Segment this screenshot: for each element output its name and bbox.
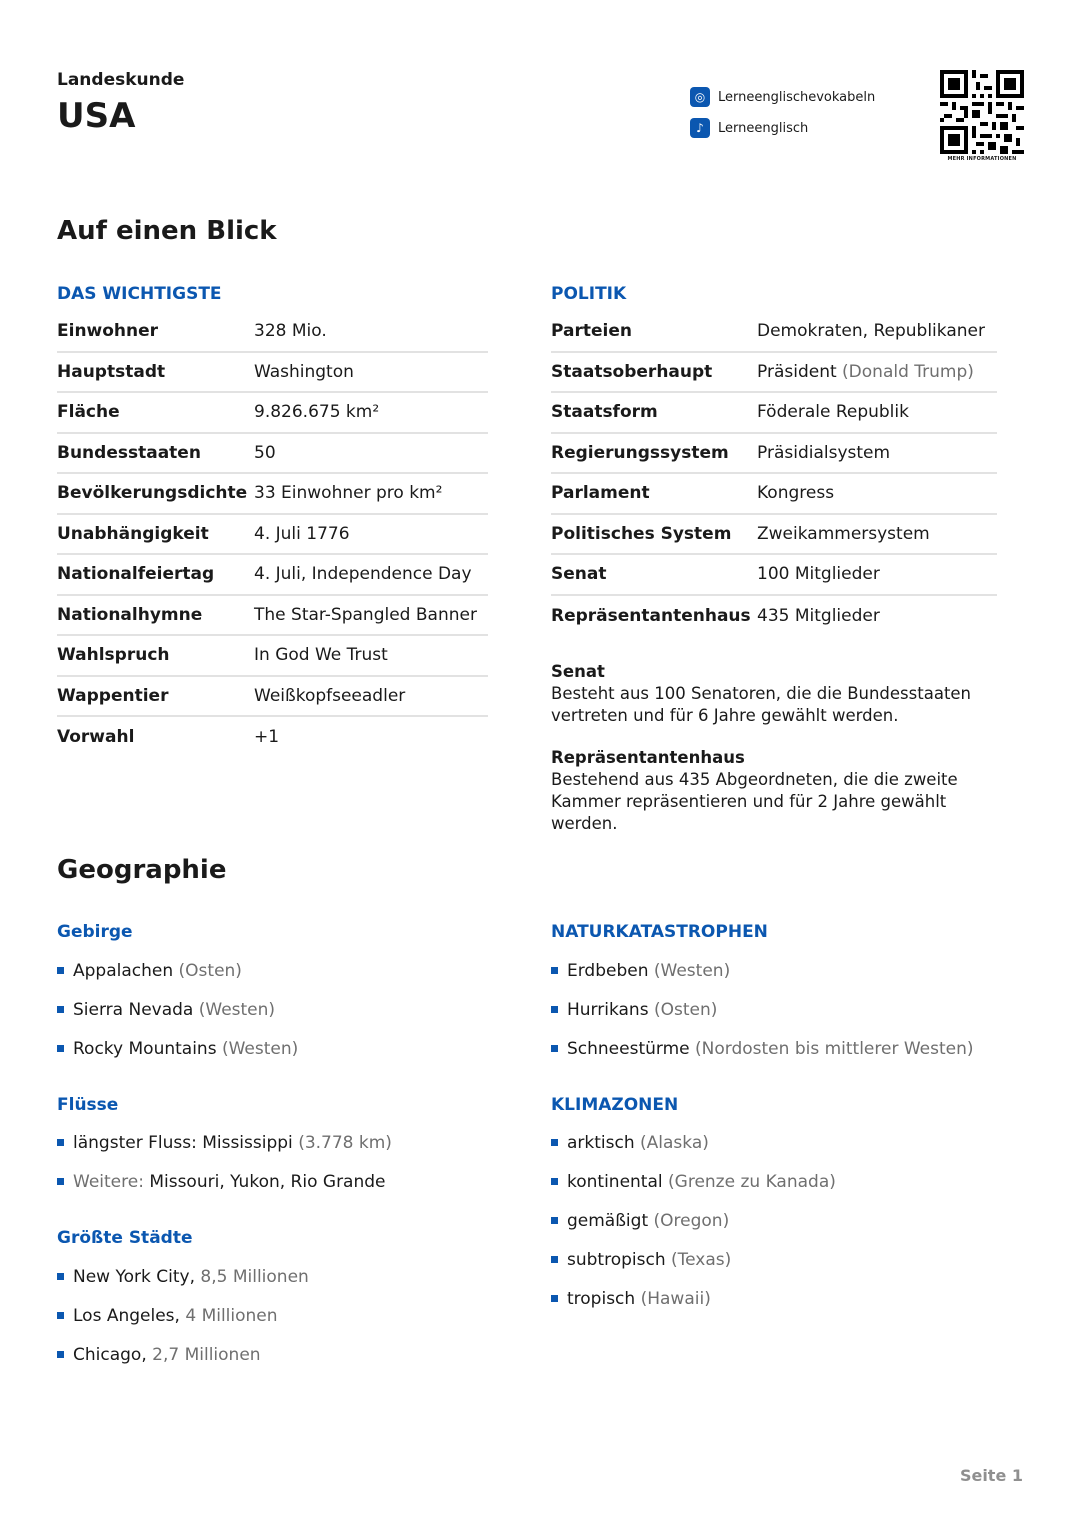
senate-note [551,661,1001,727]
item-note: (Oregon) [653,1210,730,1231]
table-row [57,393,488,434]
list-item [551,951,974,990]
item-note: (Alaska) [640,1132,709,1153]
social-instagram[interactable] [690,87,875,107]
item-main: tropisch [567,1288,636,1309]
bullet-icon [551,1295,558,1302]
list-item [551,1123,836,1162]
row-value: Zweikammersystem [757,523,930,544]
table-row [551,555,997,596]
row-value: 100 Mitglieder [757,564,880,585]
item-main: Schneestürme [567,1038,690,1059]
tiktok-icon: ♪ [690,118,710,138]
table-row [551,312,997,353]
table-row [551,474,997,515]
row-key: Unabhängigkeit [57,523,209,544]
note-text: Besteht aus 100 Senatoren, die die Bundesstaaten vertreten und für 6 Jahre gewählt werden. [551,684,972,725]
section-title-geography: Geographie [57,855,227,885]
row-value: 50 [254,442,276,463]
table-row [57,474,488,515]
list-item [551,1162,836,1201]
disasters-heading: NATURKATASTROPHEN [551,922,768,942]
item-main: arktisch [567,1132,635,1153]
item-note: (Hawaii) [640,1288,711,1309]
list-item [57,990,298,1029]
mountains-list [57,951,298,1068]
table-row [57,515,488,556]
row-value: 328 Mio. [254,321,327,342]
row-value: Kongress [757,483,835,504]
table-row [551,434,997,475]
item-main: Appalachen [73,960,174,981]
row-value: 4. Juli, Independence Day [254,564,472,585]
house-note [551,747,1001,835]
social-tiktok[interactable] [690,118,808,138]
list-item [57,951,298,990]
table-row [57,353,488,394]
row-value-extra: (Donald Trump) [842,361,974,382]
essentials-heading: DAS WICHTIGSTE [57,284,222,304]
item-main: Hurrikans [567,999,649,1020]
cities-heading: Größte Städte [57,1228,193,1248]
list-item [57,1029,298,1068]
climate-heading: KLIMAZONEN [551,1095,679,1115]
table-row [57,312,488,353]
section-title-overview: Auf einen Blick [57,216,277,246]
qr-code-icon[interactable] [940,70,1024,154]
row-value: Föderale Republik [757,402,909,423]
table-row [551,515,997,556]
item-note: (Westen) [221,1038,299,1059]
rivers-heading: Flüsse [57,1095,119,1115]
table-row [57,434,488,475]
item-note: 8,5 Millionen [200,1266,309,1287]
disasters-list [551,951,974,1068]
row-key: Vorwahl [57,727,135,748]
row-key: Senat [551,564,607,585]
row-key: Nationalhymne [57,604,203,625]
row-key: Bundesstaaten [57,442,201,463]
row-key: Staatsform [551,402,658,423]
list-item [57,1296,309,1335]
table-row [57,636,488,677]
row-key: Einwohner [57,321,159,342]
list-item [551,1279,836,1318]
row-value: 33 Einwohner pro km² [254,483,443,504]
row-key: Regierungssystem [551,442,729,463]
item-main: Missouri, Yukon, Rio Grande [149,1171,386,1192]
row-value: 435 Mitglieder [757,605,880,626]
table-row [57,555,488,596]
item-main: Los Angeles, [73,1305,180,1326]
item-main: New York City, [73,1266,195,1287]
list-item [57,1162,392,1201]
item-main: längster Fluss: Mississippi [73,1132,293,1153]
list-item [551,1029,974,1068]
social-label: Lerneenglischevokabeln [718,89,876,105]
bullet-icon [57,967,64,974]
item-note: (Osten) [178,960,242,981]
politics-table [551,312,997,636]
rivers-list [57,1123,392,1201]
row-key: Nationalfeiertag [57,564,215,585]
row-key: Politisches System [551,523,732,544]
list-item [57,1123,392,1162]
note-title: Senat [551,662,605,681]
row-key: Parteien [551,321,632,342]
table-row [57,677,488,718]
row-key: Wappentier [57,685,169,706]
item-main: Erdbeben [567,960,649,981]
row-value: The Star-Spangled Banner [254,604,477,625]
item-main: Rocky Mountains [73,1038,217,1059]
row-key: Repräsentantenhaus [551,605,751,626]
qr-caption: MEHR INFORMATIONEN [947,156,1017,162]
row-key: Hauptstadt [57,361,166,382]
row-value: 4. Juli 1776 [254,523,350,544]
list-item [551,990,974,1029]
item-main: gemäßigt [567,1210,649,1231]
table-row [57,596,488,637]
bullet-icon [57,1139,64,1146]
item-note: (Westen) [198,999,276,1020]
row-key: Staatsoberhaupt [551,361,713,382]
row-value: Präsidialsystem [757,442,891,463]
row-value: Washington [254,361,354,382]
row-key: Wahlspruch [57,645,170,666]
bullet-icon [551,1178,558,1185]
row-value-main: Präsident [757,361,837,382]
item-note: (Grenze zu Kanada) [668,1171,836,1192]
list-item [551,1240,836,1279]
bullet-icon [57,1351,64,1358]
essentials-table [57,312,488,758]
bullet-icon [551,967,558,974]
row-key: Parlament [551,483,650,504]
table-row [57,717,488,758]
item-main: Chicago, [73,1344,147,1365]
item-note: (Nordosten bis mittlerer Westen) [695,1038,974,1059]
note-title: Repräsentantenhaus [551,748,745,767]
row-key: Fläche [57,402,120,423]
item-note: (Texas) [671,1249,732,1270]
row-value [757,362,974,382]
row-value: 9.826.675 km² [254,402,380,423]
cities-list [57,1257,309,1374]
row-value: Weißkopfseeadler [254,685,406,706]
row-value: +1 [254,727,280,748]
table-row [551,596,997,637]
item-main: kontinental [567,1171,663,1192]
item-prefix: Weitere: [73,1171,144,1192]
bullet-icon [57,1312,64,1319]
row-value: In God We Trust [254,645,388,666]
item-note: 4 Millionen [185,1305,278,1326]
bullet-icon [551,1256,558,1263]
item-main: subtropisch [567,1249,666,1270]
bullet-icon [57,1006,64,1013]
social-label: Lerneenglisch [718,120,809,136]
list-item [57,1257,309,1296]
item-main: Sierra Nevada [73,999,194,1020]
item-note: (Osten) [653,999,718,1020]
bullet-icon [57,1178,64,1185]
page-number: Seite 1 [959,1466,1023,1485]
bullet-icon [551,1217,558,1224]
item-note: (3.778 km) [298,1132,392,1153]
table-row [551,353,997,394]
mountains-heading: Gebirge [57,922,133,942]
instagram-icon: ◎ [690,87,710,107]
bullet-icon [57,1273,64,1280]
document-kicker: Landeskunde [57,70,185,90]
note-text: Bestehend aus 435 Abgeordneten, die die zweite Kammer repräsentieren und für 2 Jahre gewählt werden. [551,770,958,833]
list-item [551,1201,836,1240]
item-note: 2,7 Millionen [152,1344,261,1365]
table-row [551,393,997,434]
bullet-icon [551,1006,558,1013]
politics-heading: POLITIK [551,284,627,304]
row-key: Bevölkerungsdichte [57,483,248,504]
item-note: (Westen) [653,960,731,981]
row-value: Demokraten, Republikaner [757,321,985,342]
list-item [57,1335,309,1374]
document-title: USA [57,96,136,136]
bullet-icon [57,1045,64,1052]
bullet-icon [551,1045,558,1052]
bullet-icon [551,1139,558,1146]
climate-list [551,1123,836,1318]
